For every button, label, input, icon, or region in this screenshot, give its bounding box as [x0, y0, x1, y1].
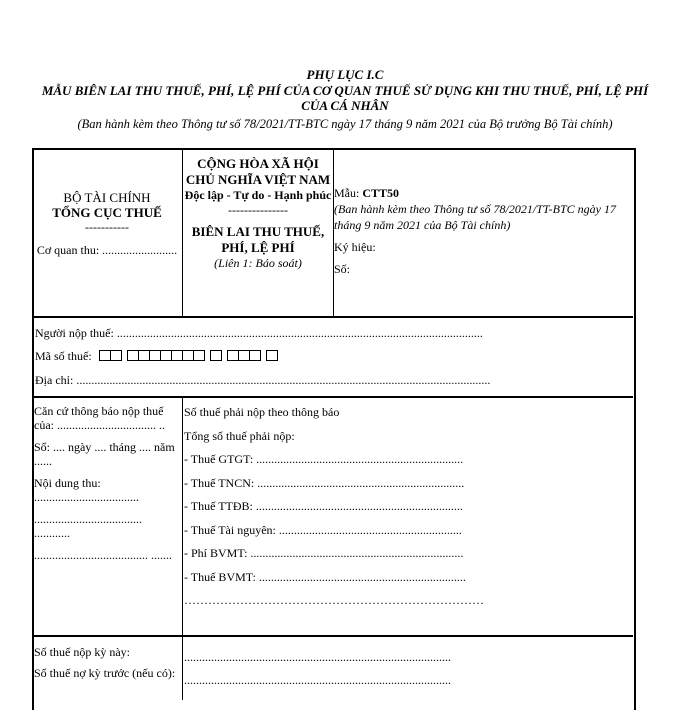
- basis-dots-2: ...................................... .......: [34, 548, 172, 562]
- form-info-cell: [334, 186, 630, 277]
- number-field: Số:: [334, 262, 351, 276]
- row-divider-header: [33, 316, 633, 318]
- form-issuance-note: (Ban hành kèm theo Thông tư số 78/2021/TT-BTC ngày 17 tháng 9 năm 2021 của Bộ Tài chính): [334, 202, 616, 232]
- summary-labels: [34, 645, 178, 680]
- previous-debt-label: Số thuế nợ kỳ trước (nếu có):: [34, 666, 176, 680]
- department-name: TỔNG CỤC THUẾ: [52, 205, 162, 220]
- notice-basis: Căn cứ thông báo nộp thuế của: ................................. ..: [34, 404, 165, 432]
- tax-line-special: - Thuế TTĐB: .....................................................................: [184, 499, 463, 513]
- issuance-note: (Ban hành kèm theo Thông tư số 78/2021/TT-BTC ngày 17 tháng 9 năm 2021 của Bộ trưởng Bộ Tài chính): [77, 117, 613, 131]
- row-divider-summary: [33, 635, 633, 637]
- agency-separator: -----------: [85, 220, 129, 234]
- row-divider-payer: [33, 396, 633, 398]
- republic-separator: ---------------: [228, 203, 288, 217]
- form-title: MẪU BIÊN LAI THU THUẾ, PHÍ, LỆ PHÍ CỦA CƠ QUAN THUẾ SỬ DỤNG KHI THU THUẾ, PHÍ, LỆ PHÍ CỦA CÁ NHÂN: [41, 83, 649, 113]
- tax-line-resource: - Thuế Tài nguyên: .............................................................: [184, 522, 462, 537]
- tax-line-env-tax: - Thuế BVMT: .....................................................................: [184, 569, 466, 584]
- tax-code-row: [35, 349, 283, 365]
- tax-code-boxes[interactable]: [99, 350, 283, 365]
- tax-line-vat: - Thuế GTGT: .....................................................................: [184, 452, 464, 466]
- ministry-name: BỘ TÀI CHÍNH: [63, 190, 151, 205]
- notice-number-date: Số: .... ngày .... tháng .... năm ......: [34, 440, 175, 468]
- paid-this-period-label: Số thuế nộp kỳ này:: [34, 645, 130, 659]
- column-divider-1: [182, 149, 183, 316]
- tax-line-env-fee: - Phí BVMT: .......................................................................: [184, 546, 464, 560]
- copy-note: (Liên 1: Báo soát): [214, 256, 302, 270]
- paid-this-period-value: .........................................................................................: [184, 650, 451, 664]
- symbol-field: Ký hiệu:: [334, 240, 376, 254]
- tax-amounts-column: [184, 405, 624, 617]
- form-number-label: Mẫu:: [334, 186, 363, 200]
- collecting-agency: Cơ quan thu: .........................: [36, 243, 178, 257]
- total-tax-label: Tổng số thuế phải nộp:: [184, 428, 295, 443]
- tax-line-pit: - Thuế TNCN: .....................................................................: [184, 475, 465, 490]
- form-number: CTT50: [362, 186, 400, 200]
- address-field: Địa chỉ: ..........................................................................................................................................: [35, 373, 491, 387]
- column-divider-basis: [182, 397, 183, 700]
- basis-column: [34, 404, 178, 570]
- agency-cell: [34, 190, 180, 258]
- republic-cell: [184, 156, 332, 271]
- summary-values: [184, 646, 514, 692]
- republic-name: CỘNG HÒA XÃ HỘI CHỦ NGHĨA VIỆT NAM: [185, 156, 331, 187]
- tax-notice-header: Số thuế phải nộp theo thông báo: [184, 405, 340, 419]
- national-motto: Độc lập - Tự do - Hạnh phúc: [184, 188, 332, 202]
- previous-debt-value: .........................................................................................: [184, 673, 451, 687]
- tax-trailing-dots: …………………………………………………………………: [184, 593, 484, 607]
- receipt-title: BIÊN LAI THU THUẾ, PHÍ, LỆ PHÍ: [191, 224, 325, 255]
- appendix-label: PHỤ LỤC I.C: [306, 67, 384, 82]
- basis-dots-1: .................................... ............: [34, 512, 142, 540]
- tax-code-label: Mã số thuế:: [35, 349, 92, 363]
- collection-content: Nội dung thu: ...................................: [34, 476, 139, 504]
- taxpayer-name-field: Người nộp thuế: ..........................................................................................................................: [35, 326, 483, 340]
